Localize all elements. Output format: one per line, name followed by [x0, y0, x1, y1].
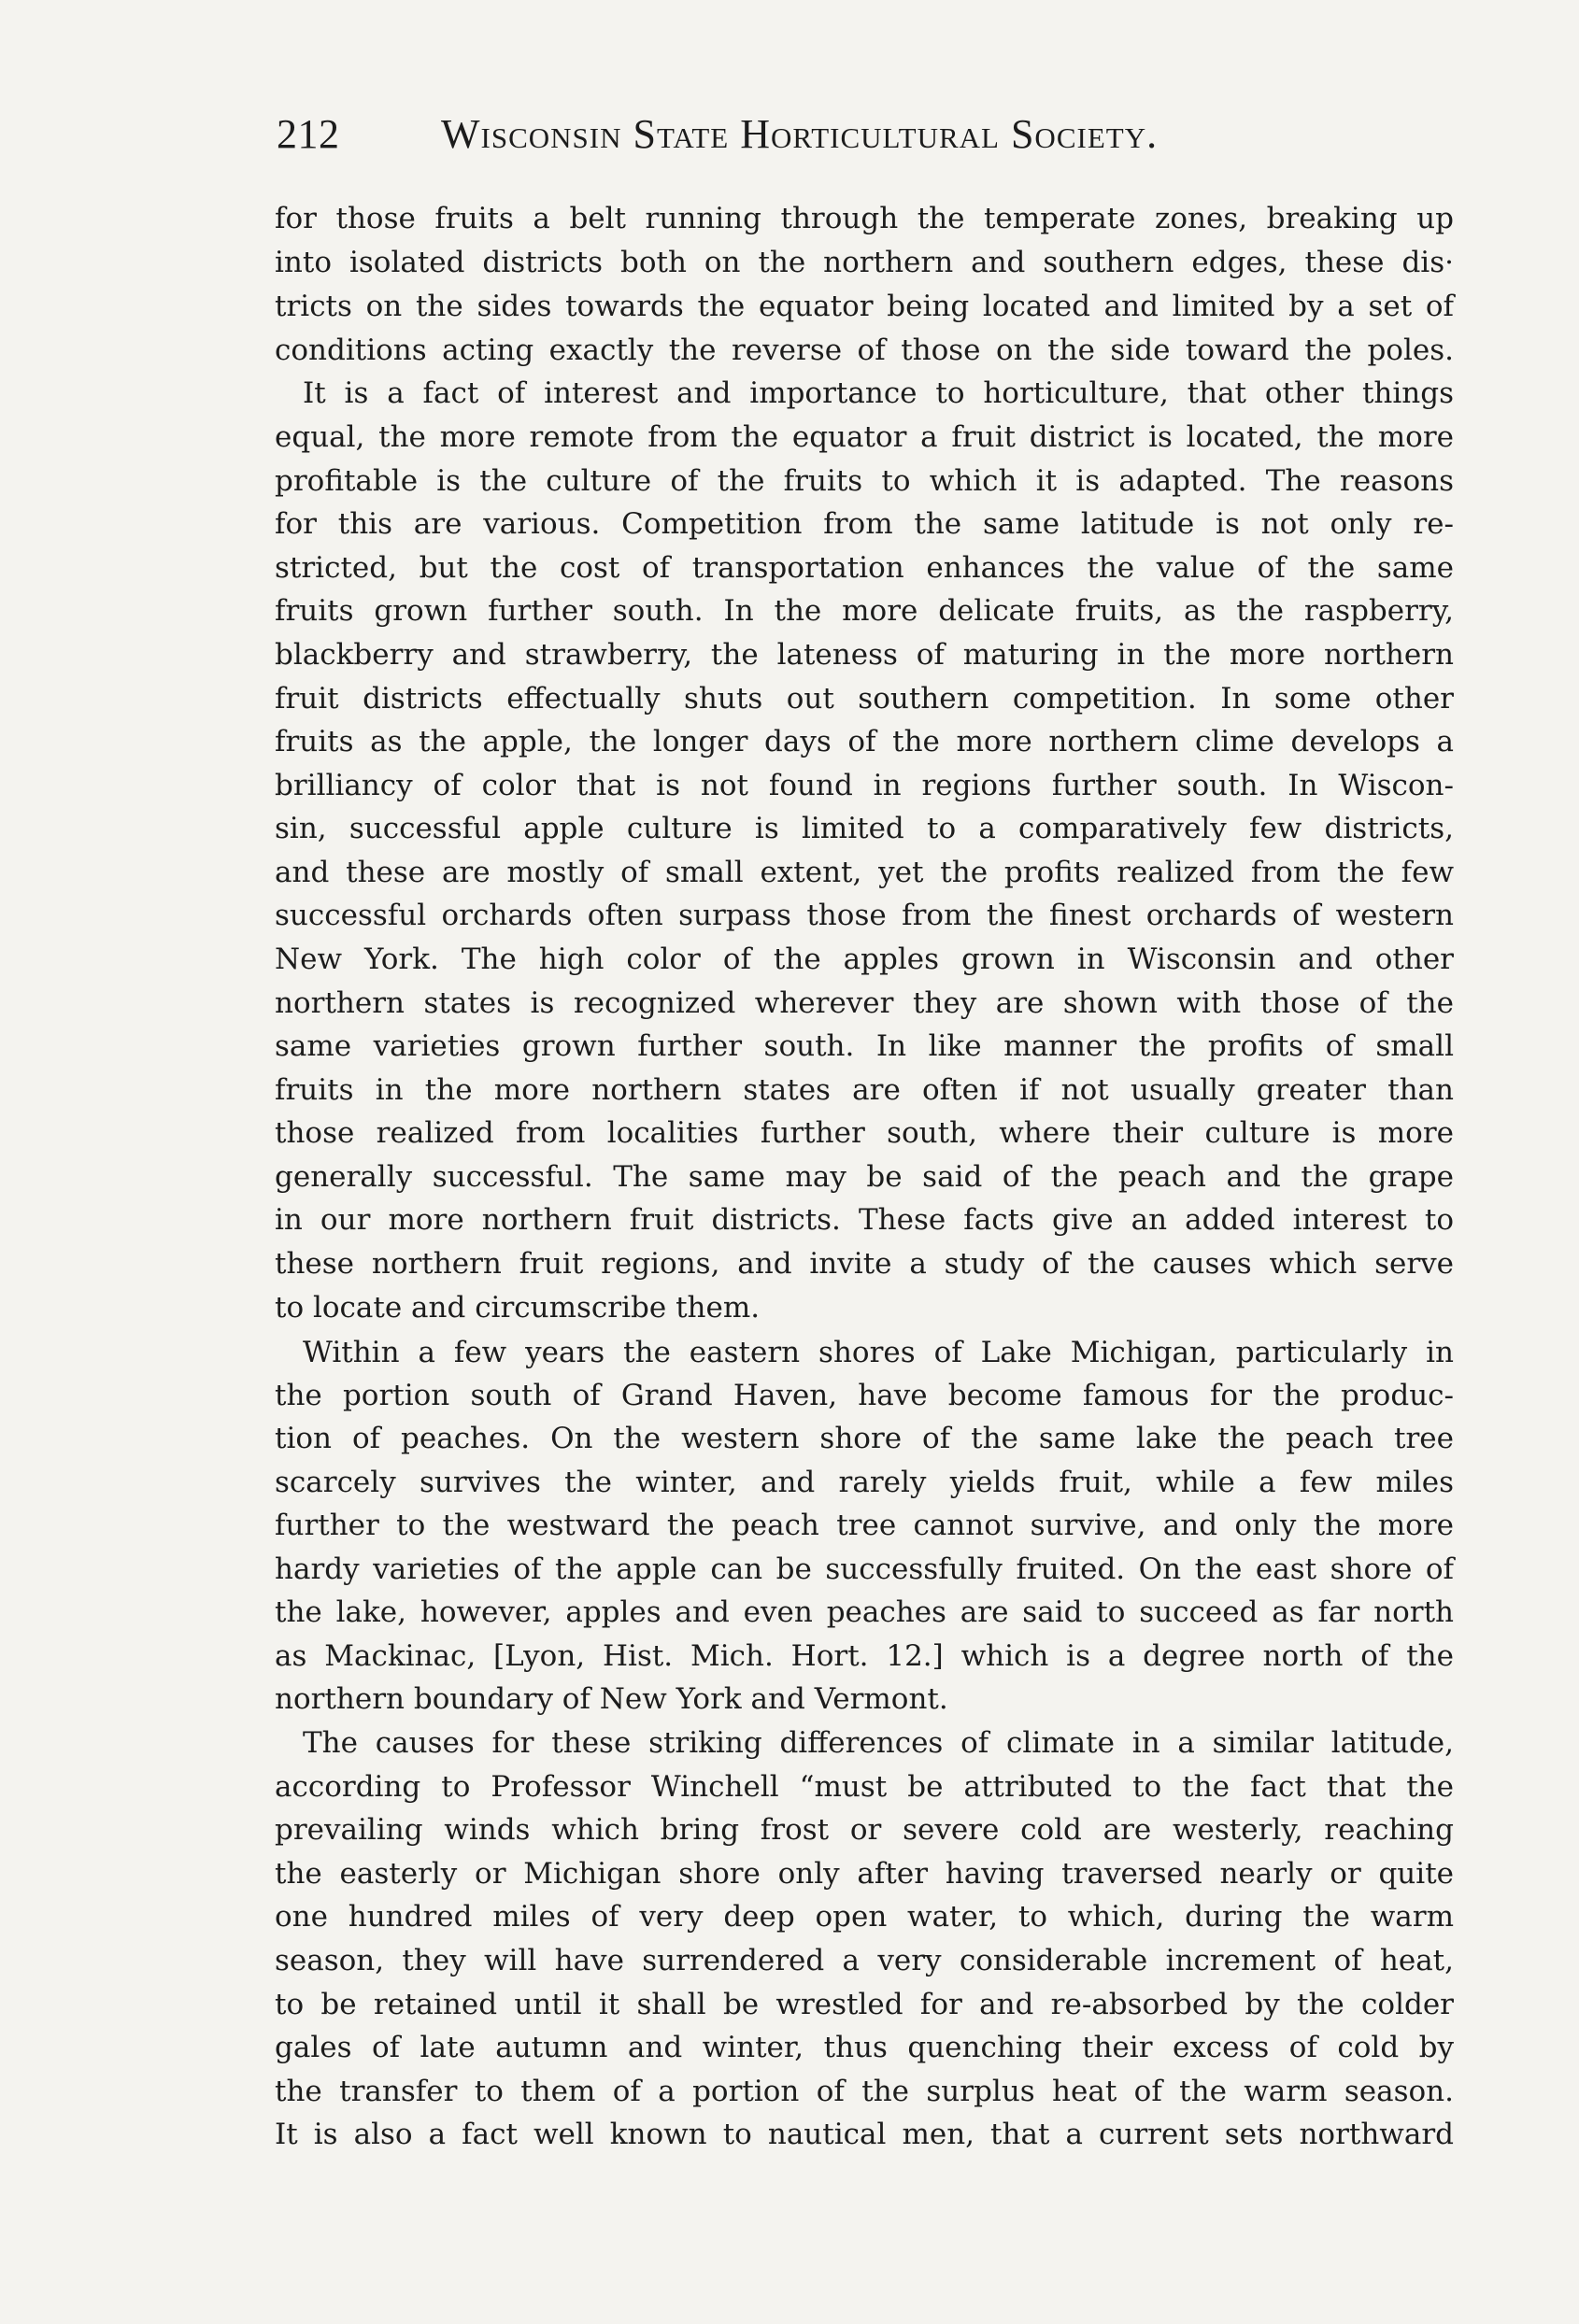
text-line: fruits in the more northern states are often if not usually greater than — [275, 1073, 1454, 1107]
text-line: the easterly or Michigan shore only after having traversed nearly or quite — [275, 1857, 1454, 1891]
text-line: The causes for these striking differences of climate in a similar latitude, — [303, 1726, 1454, 1760]
text-line: as Mackinac, [Lyon, Hist. Mich. Hort. 12.] which is a degree north of the — [275, 1639, 1454, 1673]
text-line: New York. The high color of the apples grown in Wisconsin and other — [275, 942, 1454, 976]
text-line: and these are mostly of small extent, yet the profits realized from the few — [275, 856, 1454, 889]
text-line: hardy varieties of the apple can be successfully fruited. On the east shore of — [275, 1552, 1454, 1586]
text-line: gales of late autumn and winter, thus quenching their excess of cold by — [275, 2031, 1454, 2064]
text-line: in our more northern fruit districts. These facts give an added interest to — [275, 1203, 1454, 1237]
text-line: fruits grown further south. In the more delicate fruits, as the raspberry, — [275, 594, 1454, 628]
text-line: Within a few years the eastern shores of Lake Michigan, particularly in — [303, 1336, 1454, 1369]
text-line: the lake, however, apples and even peaches are said to succeed as far north — [275, 1595, 1454, 1629]
text-line: conditions acting exactly the reverse of those on the side toward the poles. — [275, 333, 1454, 367]
text-line: fruit districts effectually shuts out southern competition. In some other — [275, 682, 1454, 716]
text-line: profitable is the culture of the fruits to which it is adapted. The reasons — [275, 464, 1454, 498]
running-head — [277, 110, 1332, 166]
text-line: same varieties grown further south. In like manner the profits of small — [275, 1029, 1454, 1063]
text-line: those realized from localities further south, where their culture is more — [275, 1116, 1454, 1150]
running-head-title: Wisconsin State Horticultural Society. — [441, 111, 1159, 157]
text-line: according to Professor Winchell “must be attributed to the fact that the — [275, 1770, 1454, 1804]
text-line: for this are various. Competition from the same latitude is not only re- — [275, 507, 1454, 541]
text-line: fruits as the apple, the longer days of the more northern clime develops a — [275, 725, 1454, 758]
text-line: generally successful. The same may be said of the peach and the grape — [275, 1160, 1454, 1194]
text-line: further to the westward the peach tree cannot survive, and only the more — [275, 1509, 1454, 1542]
text-line: successful orchards often surpass those from the finest orchards of western — [275, 899, 1454, 932]
text-line: for those fruits a belt running through the temperate zones, breaking up — [275, 202, 1454, 235]
text-line: season, they will have surrendered a very considerable increment of heat, — [275, 1944, 1454, 1977]
body-text — [275, 196, 1454, 2289]
text-line: northern states is recognized wherever they are shown with those of the — [275, 986, 1454, 1020]
text-line: scarcely survives the winter, and rarely yields fruit, while a few miles — [275, 1466, 1454, 1499]
text-line: It is also a fact well known to nautical men, that a current sets northward — [275, 2118, 1454, 2151]
text-line: sin, successful apple culture is limited to a comparatively few districts, — [275, 812, 1454, 845]
text-line: to locate and circumscribe them. — [275, 1291, 761, 1325]
text-line: tion of peaches. On the western shore of the same lake the peach tree — [275, 1422, 1454, 1455]
text-line: the transfer to them of a portion of the surplus heat of the warm season. — [275, 2075, 1454, 2108]
text-line: blackberry and strawberry, the lateness of maturing in the more northern — [275, 638, 1454, 672]
text-line: tricts on the sides towards the equator being located and limited by a set of — [275, 290, 1454, 323]
text-line: stricted, but the cost of transportation enhances the value of the same — [275, 551, 1454, 585]
text-line: It is a fact of interest and importance to horticulture, that other things — [303, 376, 1454, 410]
text-line: one hundred miles of very deep open water, to which, during the warm — [275, 1900, 1454, 1934]
text-line: the portion south of Grand Haven, have become famous for the produc- — [275, 1379, 1454, 1412]
text-line: brilliancy of color that is not found in regions further south. In Wiscon- — [275, 769, 1454, 802]
page-number: 212 — [277, 111, 340, 157]
text-line: these northern fruit regions, and invite a study of the causes which serve — [275, 1247, 1454, 1281]
text-line: to be retained until it shall be wrestled for and re-absorbed by the colder — [275, 1988, 1454, 2021]
text-line: equal, the more remote from the equator a fruit district is located, the more — [275, 420, 1454, 454]
text-line: prevailing winds which bring frost or severe cold are westerly, reaching — [275, 1813, 1454, 1847]
text-line: northern boundary of New York and Vermont. — [275, 1682, 948, 1716]
text-line: into isolated districts both on the northern and southern edges, these dis· — [275, 246, 1454, 279]
